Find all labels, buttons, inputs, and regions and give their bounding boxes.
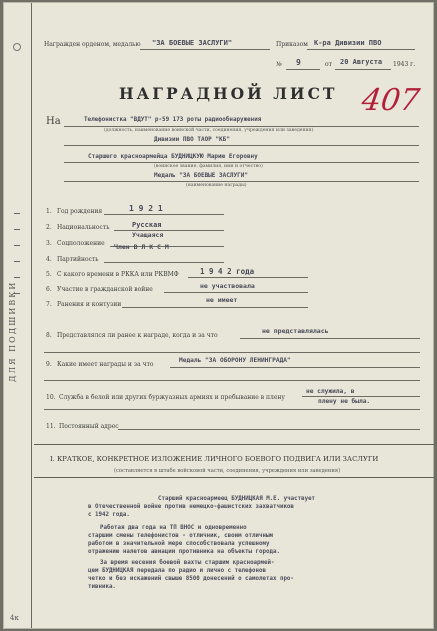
field-underline (240, 338, 420, 339)
section-divider (34, 477, 434, 478)
field-underline (170, 367, 420, 368)
recipient-award: Медаль "ЗА БОЕВЫЕ ЗАСЛУГИ" (154, 172, 248, 179)
number-value: 9 (296, 58, 301, 67)
citation-line: с 1942 года. (88, 512, 130, 518)
recipient-line (64, 126, 419, 127)
field-underline (164, 292, 308, 293)
citation-line: отражению налетов авиации противника на объекты города. (88, 549, 280, 555)
field-label-prior-award: Представлялся ли ранее к награде, когда и за что (57, 332, 218, 339)
field-num: 11. (46, 423, 56, 430)
field-num: 10. (46, 394, 56, 401)
punch-hole (13, 43, 21, 51)
field-num: 4. (46, 256, 52, 263)
recipient-line (64, 145, 419, 146)
number-label: № (276, 61, 282, 68)
field-underline (188, 277, 308, 278)
field-underline (104, 262, 224, 263)
field-label-awards: Какие имеет награды и за что (57, 361, 154, 368)
recipient-label: На (46, 116, 61, 127)
field-num: 8. (46, 332, 52, 339)
margin-tick (14, 261, 20, 262)
citation-line: в Отечественной войне против немецко-фашистских захватчиков (88, 504, 294, 510)
field-underline (44, 352, 420, 353)
field-underline (122, 307, 308, 308)
award-underline (140, 49, 270, 50)
section-subheading: (составляется в штабе войсковой части, соединения, учреждения или заведения) (114, 468, 341, 474)
field-num: 9. (46, 361, 52, 368)
field-label-social: Соцположение (57, 240, 105, 247)
citation-line: Старший красноармеец БУДНИЦКАЯ М.Е. участвует (158, 496, 316, 502)
citation-line: За время несения боевой вахты старшим красноармей- (100, 560, 275, 566)
field-underline (114, 230, 224, 231)
field-value-service-since: 1 9 4 2 года (200, 267, 255, 276)
year-value: 1943 г. (393, 61, 416, 68)
field-label-party: Партийность (57, 256, 99, 263)
field-value-prior-award: не представлялась (262, 327, 329, 335)
field-underline (302, 396, 420, 397)
field-value-wounds: не имеет (206, 296, 238, 304)
section-heading: I. КРАТКОЕ, КОНКРЕТНОЕ ИЗЛОЖЕНИЕ ЛИЧНОГО БОЕВОГО ПОДВИГА ИЛИ ЗАСЛУГИ (50, 455, 379, 463)
field-label-service-since: С какого времени в РККА или РКВМФ (57, 271, 179, 278)
from-label: от (325, 61, 332, 68)
field-label-wounds: Ранения и контузии (57, 301, 122, 308)
field-num: 3. (46, 240, 52, 247)
field-num: 6. (46, 286, 52, 293)
field-label-white-army: Служба в белой или других буржуазных армиях и пребывание в плену (59, 394, 285, 401)
field-underline (104, 214, 224, 215)
recipient-award-caption: (наименование награды) (186, 183, 247, 188)
field-num: 5. (46, 271, 52, 278)
award-value: "ЗА БОЕВЫЕ ЗАСЛУГИ" (152, 39, 233, 47)
field-label-nationality: Национальность (57, 224, 110, 231)
margin-tick (14, 245, 20, 246)
citation-line: работом в значительной мере способствовала успешному (88, 541, 270, 547)
field-label-civil-war: Участие в гражданской войне (57, 286, 153, 293)
number-underline (286, 69, 320, 70)
recipient-line (64, 181, 419, 182)
margin-tick (14, 213, 20, 214)
award-label: Награжден орденом, медалью (44, 41, 141, 48)
page-title: НАГРАДНОЙ ЛИСТ (119, 84, 338, 103)
recipient-position-caption: (должность, наименование воинской части, соединения, учреждения или заведения) (104, 128, 314, 133)
citation-line: цем БУДНИЦКАЯ передала по радио и лично с телефонов (88, 568, 266, 574)
field-num: 1. (46, 208, 52, 215)
recipient-name-caption: (воинское звание, фамилия, имя и отчество) (154, 164, 263, 169)
order-label: Приказом (276, 41, 308, 48)
handwritten-number: 407 (359, 83, 422, 118)
field-value-white-army-cont: плену не была. (318, 398, 371, 405)
citation-line: Работая два года на ТП ВНОС и одновременно (100, 525, 247, 531)
field-label-birth-year: Год рождения (57, 208, 103, 215)
recipient-line (64, 162, 419, 163)
field-num: 7. (46, 301, 52, 308)
citation-line: тивника. (88, 584, 116, 590)
binding-label: ДЛЯ ПОДШИВКИ (8, 280, 17, 382)
date-value: 20 Августа (340, 58, 383, 66)
field-value-party: Член В Л К С М (114, 243, 169, 251)
award-sheet (3, 2, 434, 629)
field-underline (44, 409, 420, 410)
field-value-nationality: Русская (132, 221, 162, 229)
binding-margin (4, 3, 32, 628)
field-label-address: Постоянный адрес (59, 423, 119, 430)
section-divider (34, 444, 434, 445)
field-value-white-army: не служила, в (306, 388, 355, 395)
field-value-civil-war: не участвовала (200, 282, 255, 290)
field-underline (118, 429, 420, 430)
citation-line: четко и без искажений свыше 8500 донесений о самолетах про- (88, 576, 294, 582)
margin-mark: 4к (10, 614, 19, 622)
field-num: 2. (46, 224, 52, 231)
margin-tick (14, 229, 20, 230)
order-value: К-ра Дивизии ПВО (314, 39, 382, 47)
field-value-awards: Медаль "ЗА ОБОРОНУ ЛЕНИНГРАДА" (179, 357, 291, 364)
recipient-unit: Дивизии ПВО ТАОР "КБ" (154, 136, 230, 143)
recipient-position: Телефонистка "ВДУТ" р-59 173 роты радиообнаружения (84, 117, 262, 123)
date-underline (335, 69, 391, 70)
order-underline (307, 49, 415, 50)
recipient-name: Старшего красноармейца БУДНИЦКУЮ Марию Егоровну (88, 153, 258, 160)
field-value-birth-year: 1 9 2 1 (129, 204, 163, 213)
field-underline (44, 380, 420, 381)
field-value-social: Учащаяся (132, 231, 164, 239)
citation-line: старшим смены телефонистов - отличник, своим отличным (88, 533, 273, 539)
